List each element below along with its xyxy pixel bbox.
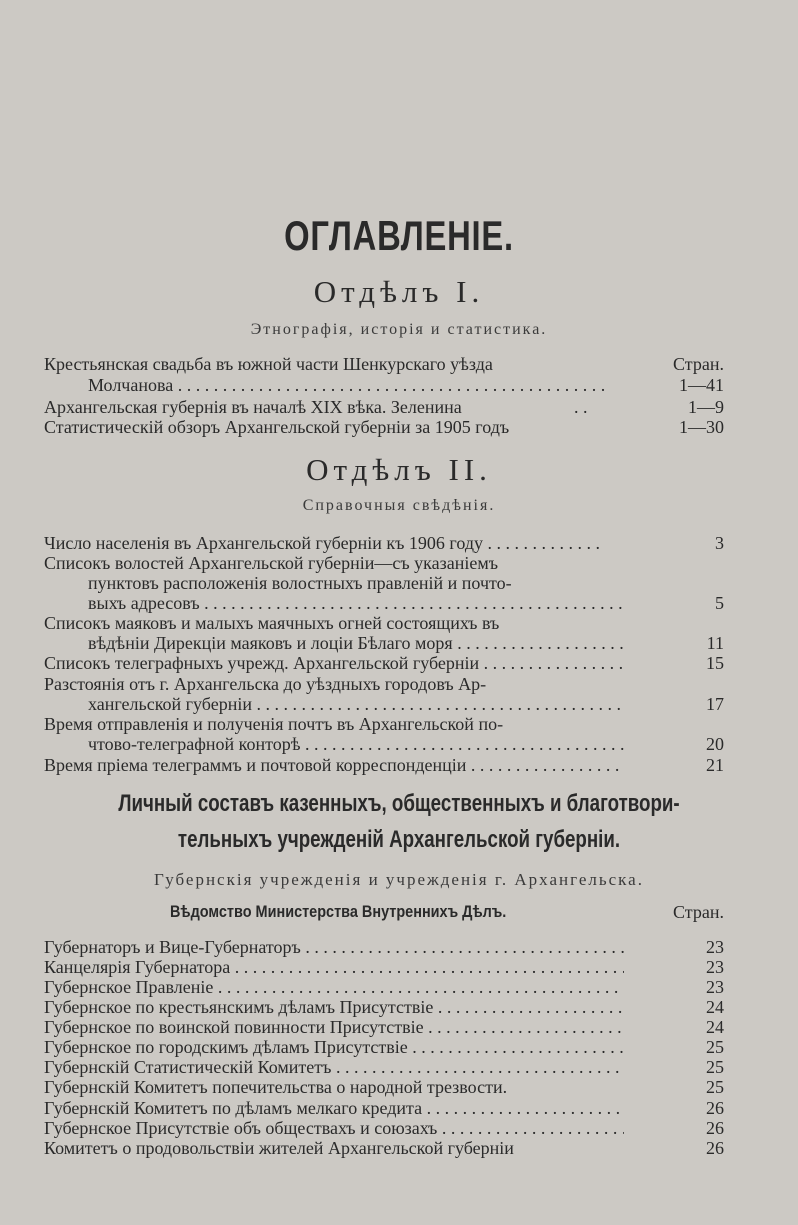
entry-text: Губернскій Комитетъ по дѣламъ мелкаго кредита . . . [44,1098,624,1118]
entry-text: Молчанова . . . [44,375,605,395]
entry-text: Разстоянія отъ г. Архангельска до уѣздныхъ городовъ Ар- [44,674,487,694]
part2-heading: Отдѣлъ II. [306,452,492,487]
entry-page: 23 [706,937,724,957]
department-title: Вѣдомство Министерства Внутреннихъ Дѣлъ. [170,902,507,921]
entry-text: Губернское по воинской повинности Присутствіе . . . [44,1017,624,1037]
entry-page: 23 [706,977,724,997]
entry-text: Статистическій обзоръ Архангельской губерніи за 1905 годъ [44,417,510,437]
entry-text: Крестьянская свадьба въ южной части Шенкурскаго уѣзда [44,354,493,374]
entry-text: Губернское по городскимъ дѣламъ Присутствіе . . . [44,1037,624,1057]
entry-text: чтово-телеграфной конторѣ . . . [44,734,624,754]
entry-page: 25 [706,1077,724,1097]
column-label: Стран. [673,902,724,922]
entry-text: Списокъ телеграфныхъ учрежд. Архангельской губерніи . . . [44,653,624,673]
entry-page: 11 [706,633,724,653]
entry-page: 24 [706,997,724,1017]
entry-text: Списокъ волостей Архангельской губерніи—съ указаніемъ [44,553,499,573]
entry-text: Губернскій Комитетъ попечительства о народной трезвости. [44,1077,508,1097]
part1-heading: Отдѣлъ I. [313,274,485,309]
entry-page: 15 [706,653,724,673]
part3-subheading: Губернскія учрежденія и учрежденія г. Архангельска. [154,870,644,889]
entry-page: 24 [706,1017,724,1037]
column-label: Стран. [673,354,724,374]
entry-page: 26 [706,1118,724,1138]
entry-text: Время пріема телеграммъ и почтовой корреспонденціи . . . [44,755,624,775]
entry-text: пунктовъ расположенія волостныхъ правленій и почто- [88,573,512,593]
entry-text: Архангельская губернія въ началѣ XIX вѣка. Зеленина [44,397,462,417]
entry-text: Время отправленія и полученія почтъ въ Архангельской по- [44,714,504,734]
page-title: ОГЛАВЛЕНІЕ. [284,212,514,259]
entry-page: 26 [706,1098,724,1118]
entry-text: Губернское Присутствіе объ обществахъ и союзахъ . . . [44,1118,624,1138]
entry-page: 25 [706,1037,724,1057]
entry-text: Комитетъ о продовольствіи жителей Архангельской губерніи [44,1138,514,1158]
entry-text: Списокъ маяковъ и малыхъ маячныхъ огней состоящихъ въ [44,613,500,633]
part3-heading-line2: тельныхъ учрежденій Архангельской губерніи. [177,826,621,853]
entry-page: 5 [715,593,724,613]
entry-text: Губернскій Статистическій Комитетъ . . . [44,1057,624,1077]
entry-page: 1—9 [688,397,724,417]
entry-page: 23 [706,957,724,977]
leader-dots: . . [574,397,588,417]
entry-text: Губернское Правленіе . . . [44,977,624,997]
entry-text: Губернское по крестьянскимъ дѣламъ Присутствіе . . . [44,997,624,1017]
entry-text: Число населенія въ Архангельской губерніи къ 1906 году . . . [44,533,604,553]
entry-text: Губернаторъ и Вице-Губернаторъ . . . [44,937,624,957]
entry-page: 20 [706,734,724,754]
entry-page: 1—41 [679,375,724,395]
entry-page: 17 [706,694,724,714]
part2-subheading: Справочныя свѣдѣнія. [302,497,496,514]
entry-text: вѣдѣніи Дирекціи маяковъ и лоціи Бѣлаго моря . . . [44,633,624,653]
entry-page: 1—30 [679,417,724,437]
part1-subheading: Этнографія, исторія и статистика. [250,321,548,338]
entry-page: 3 [715,533,724,553]
entry-page: 25 [706,1057,724,1077]
part3-heading-line1: Личный составъ казенныхъ, общественныхъ и благотвори- [118,790,680,817]
entry-page: 21 [706,755,724,775]
entry-text: выхъ адресовъ . . . [44,593,624,613]
entry-text: Канцелярія Губернатора . . . [44,957,624,977]
entry-text: хангельской губерніи . . . [44,694,624,714]
entry-page: 26 [706,1138,724,1158]
